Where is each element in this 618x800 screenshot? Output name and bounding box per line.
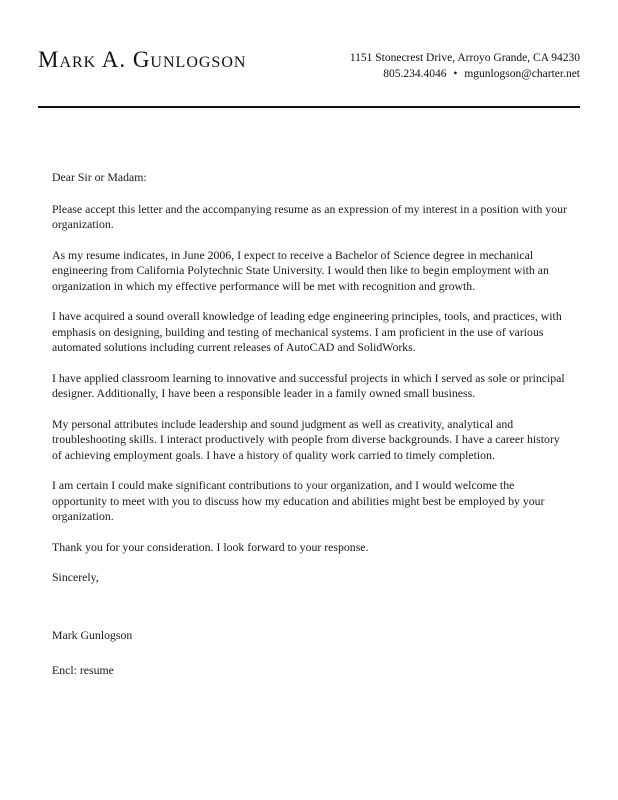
paragraph-projects: I have applied classroom learning to innovative and successful projects in which I served as sole or principal designer. Additionally, I have been a responsible leader in a family owned small business.	[52, 370, 565, 400]
paragraph-attributes: My personal attributes include leadership and sound judgment as well as creativity, analytical and troubleshooting skills. I interact productively with people from diverse backgrounds. I have a career history of achieving employment goals. I have a history of quality work carried to timely completion.	[52, 416, 560, 462]
contact-email: mgunlogson@charter.net	[464, 68, 580, 80]
letter-header	[38, 0, 580, 82]
enclosure-note: Encl: resume	[52, 663, 114, 677]
salutation: Dear Sir or Madam:	[52, 170, 147, 184]
sender-name: Mark A. Gunlogson	[38, 47, 247, 72]
bullet-separator-icon: •	[453, 68, 458, 80]
contact-info	[350, 46, 580, 82]
closing: Sincerely,	[52, 570, 99, 584]
contact-phone: 805.234.4046	[383, 68, 447, 80]
paragraph-contributions: I am certain I could make significant contributions to your organization, and I would welcome the opportunity to meet with you to discuss how my education and abilities might best be employed by your organization.	[52, 478, 545, 523]
paragraph-knowledge: I have acquired a sound overall knowledge of leading edge engineering principles, tools, and practices, with emphasis on designing, building and testing of mechanical systems. I am proficient in the use of various automated solutions including current releases of AutoCAD and SolidWorks.	[52, 309, 562, 354]
paragraph-intro: Please accept this letter and the accompanying resume as an expression of my interest in a position with your organization.	[52, 201, 567, 231]
header-rule	[38, 106, 580, 108]
contact-phone-email	[350, 66, 580, 82]
signature-name: Mark Gunlogson	[52, 627, 133, 642]
contact-address: 1151 Stonecrest Drive, Arroyo Grande, CA 94230	[349, 52, 580, 64]
letter-body	[52, 170, 572, 679]
paragraph-thanks: Thank you for your consideration. I look forward to your response.	[52, 539, 369, 554]
paragraph-degree: As my resume indicates, in June 2006, I expect to receive a Bachelor of Science degree in mechanical engineering from California Polytechnic State University. I would then like to begin employment with an organization in which my effective performance will be met with recognition and growth.	[52, 247, 549, 293]
